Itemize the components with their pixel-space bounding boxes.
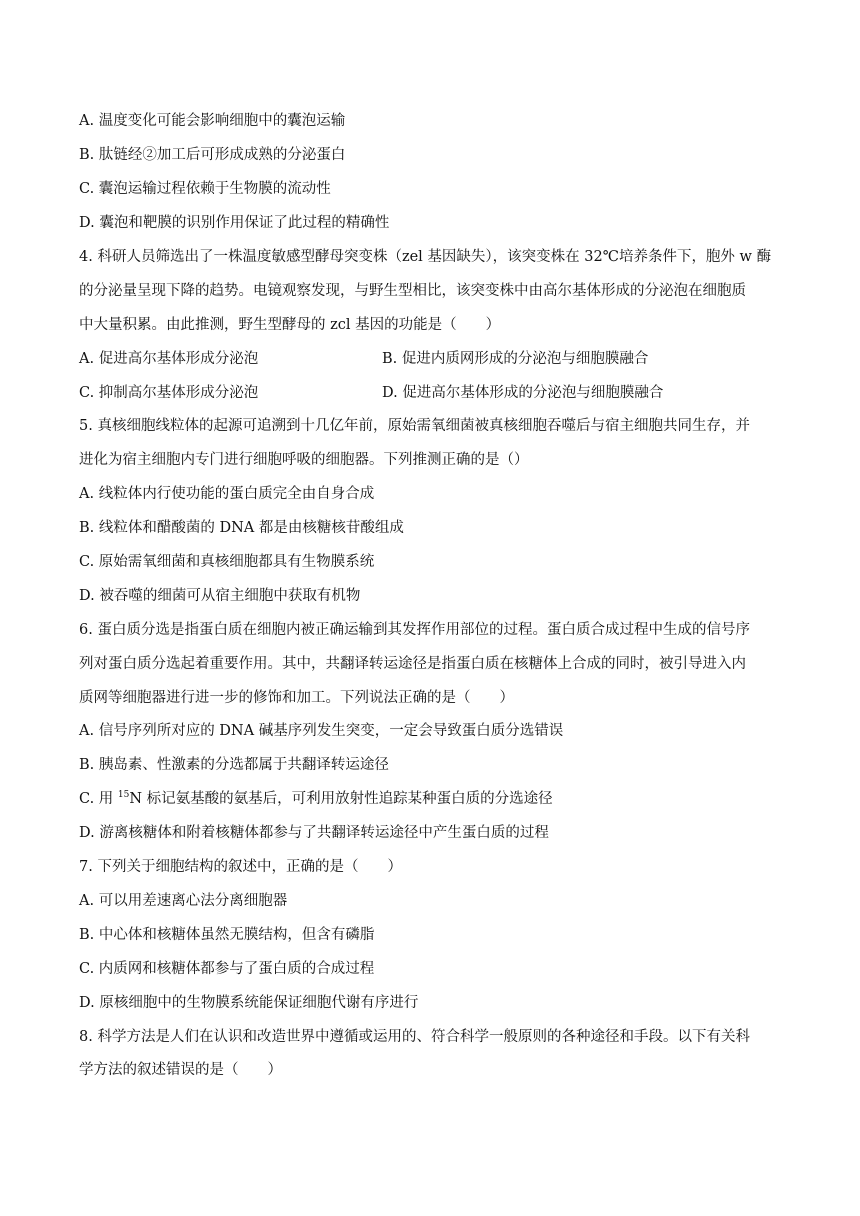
- q6-option-c-prefix: C. 用: [79, 791, 118, 807]
- q8-stem-line-1: 8. 科学方法是人们在认识和改造世界中遵循或运用的、符合科学一般原则的各种途径和手段。以下有关科: [79, 1029, 750, 1045]
- q3-option-b: B. 肽链经②加工后可形成成熟的分泌蛋白: [79, 147, 346, 163]
- q5-option-a: A. 线粒体内行使功能的蛋白质完全由自身合成: [79, 486, 375, 502]
- q6-option-d: D. 游离核糖体和附着核糖体都参与了共翻译转运途径中产生蛋白质的过程: [79, 825, 549, 841]
- q4-option-a: A. 促进高尔基体形成分泌泡: [79, 351, 259, 367]
- q6-option-b: B. 胰岛素、性激素的分选都属于共翻译转运途径: [79, 757, 389, 773]
- q5-option-c: C. 原始需氧细菌和真核细胞都具有生物膜系统: [79, 554, 375, 570]
- q4-option-c: C. 抑制高尔基体形成分泌泡: [79, 385, 259, 401]
- q4-stem-line-3: 中大量积累。由此推测，野生型酵母的 zcl 基因的功能是（ ）: [79, 317, 501, 333]
- q4-stem-line-1: 4. 科研人员筛选出了一株温度敏感型酵母突变株（zel 基因缺失），该突变株在 32℃培养条件下，胞外 w 酶: [79, 249, 772, 265]
- q7-stem: 7. 下列关于细胞结构的叙述中，正确的是（ ）: [79, 859, 402, 875]
- q4-option-b: B. 促进内质网形成的分泌泡与细胞膜融合: [382, 351, 649, 367]
- q6-stem-line-2: 列对蛋白质分选起着重要作用。其中，共翻译转运途径是指蛋白质在核糖体上合成的同时，被引导进入内: [79, 656, 746, 672]
- isotope-mass-number: 15: [117, 790, 130, 801]
- q6-option-a: A. 信号序列所对应的 DNA 碱基序列发生突变，一定会导致蛋白质分选错误: [79, 723, 564, 739]
- q8-stem-line-2: 学方法的叙述错误的是（ ）: [79, 1062, 282, 1078]
- q3-option-a: A. 温度变化可能会影响细胞中的囊泡运输: [79, 113, 346, 129]
- q4-stem-line-2: 的分泌量呈现下降的趋势。电镜观察发现，与野生型相比，该突变株中由高尔基体形成的分泌泡在细胞质: [79, 283, 746, 299]
- q6-stem-line-3: 质网等细胞器进行进一步的修饰和加工。下列说法正确的是（ ）: [79, 690, 514, 706]
- q5-option-b: B. 线粒体和醋酸菌的 DNA 都是由核糖核苷酸组成: [79, 520, 404, 536]
- q7-option-d: D. 原核细胞中的生物膜系统能保证细胞代谢有序进行: [79, 995, 419, 1011]
- q3-option-d: D. 囊泡和靶膜的识别作用保证了此过程的精确性: [79, 215, 390, 231]
- q5-stem-line-1: 5. 真核细胞线粒体的起源可追溯到十几亿年前，原始需氧细菌被真核细胞吞噬后与宿主细胞共同生存，并: [79, 418, 750, 434]
- q3-option-c: C. 囊泡运输过程依赖于生物膜的流动性: [79, 181, 331, 197]
- q4-option-d: D. 促进高尔基体形成的分泌泡与细胞膜融合: [382, 385, 664, 401]
- q6-option-c-text: N 标记氨基酸的氨基后，可利用放射性追踪某种蛋白质的分选途径: [129, 791, 553, 807]
- q7-option-c: C. 内质网和核糖体都参与了蛋白质的合成过程: [79, 961, 375, 977]
- q7-option-a: A. 可以用差速离心法分离细胞器: [79, 893, 288, 909]
- q6-stem-line-1: 6. 蛋白质分选是指蛋白质在细胞内被正确运输到其发挥作用部位的过程。蛋白质合成过程中生成的信号序: [79, 622, 750, 638]
- q5-option-d: D. 被吞噬的细菌可从宿主细胞中获取有机物: [79, 588, 361, 604]
- q7-option-b: B. 中心体和核糖体虽然无膜结构，但含有磷脂: [79, 927, 375, 943]
- q6-option-c: [79, 789, 553, 809]
- q5-stem-line-2: 进化为宿主细胞内专门进行细胞呼吸的细胞器。下列推测正确的是（）: [79, 452, 529, 468]
